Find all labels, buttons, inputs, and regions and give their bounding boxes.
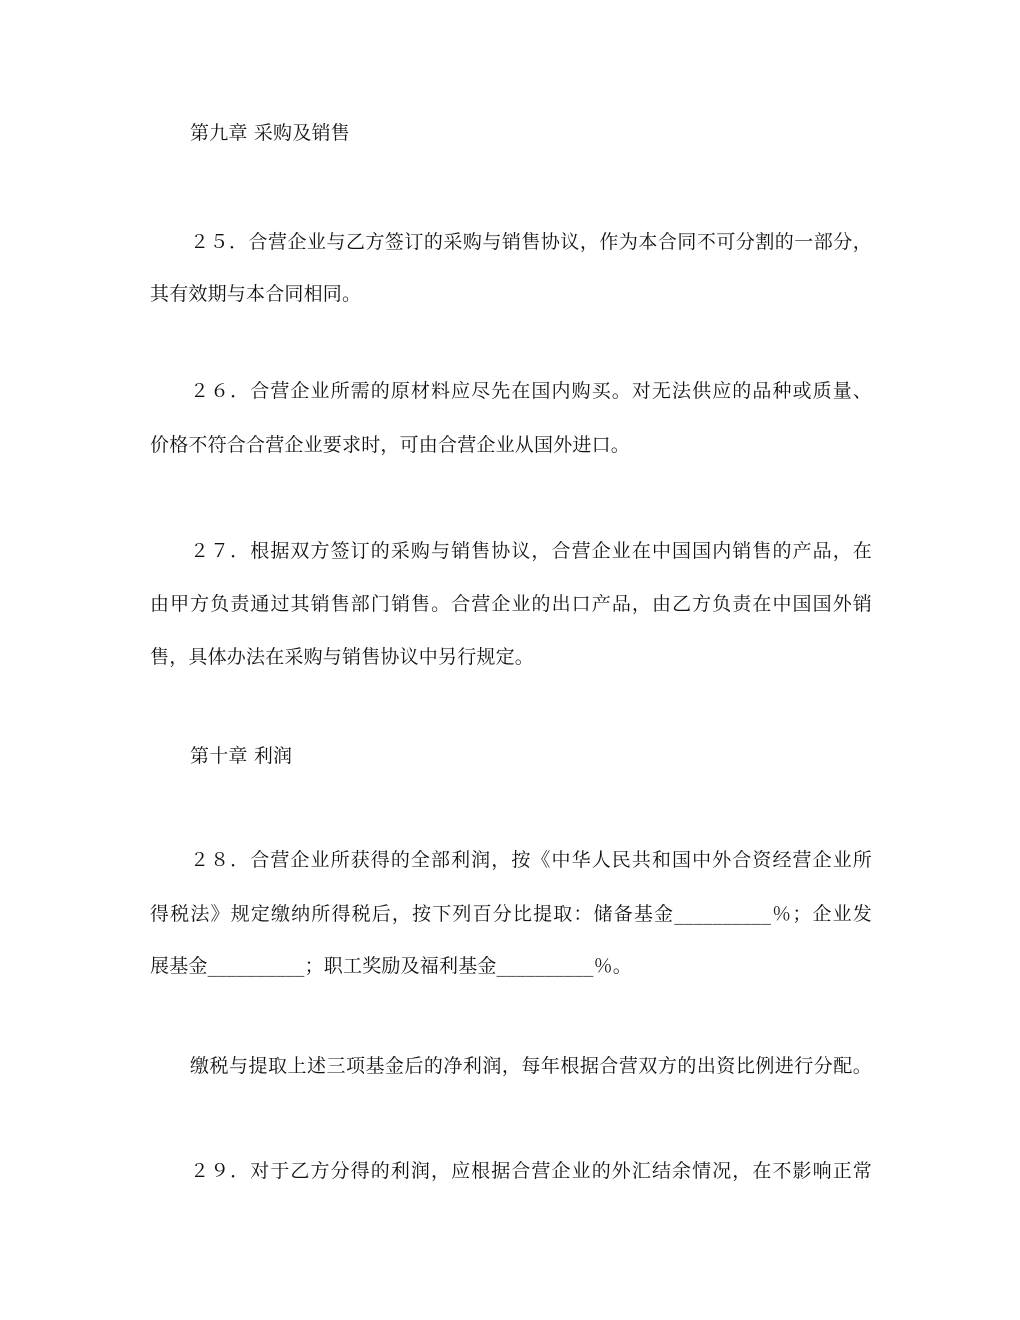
chapter-heading: 第九章 采购及销售 <box>190 122 350 144</box>
paragraph-line: ２５．合营企业与乙方签订的采购与销售协议，作为本合同不可分割的一部分， <box>190 231 872 253</box>
paragraph-line: 价格不符合合营企业要求时，可由合营企业从国外进口。 <box>150 434 631 456</box>
paragraph-line: ２８．合营企业所获得的全部利润，按《中华人民共和国中外合资经营企业所 <box>190 849 872 871</box>
paragraph-line: ２７．根据双方签订的采购与销售协议，合营企业在中国国内销售的产品，在 <box>190 540 872 562</box>
paragraph-line: 其有效期与本合同相同。 <box>150 283 362 305</box>
paragraph-line: 展基金__________；职工奖励及福利基金__________％。 <box>150 955 633 977</box>
paragraph-line: ２９．对于乙方分得的利润，应根据合营企业的外汇结余情况，在不影响正常 <box>190 1160 872 1182</box>
paragraph-line: 缴税与提取上述三项基金后的净利润，每年根据合营双方的出资比例进行分配。 <box>190 1055 872 1077</box>
paragraph-line: ２６．合营企业所需的原材料应尽先在国内购买。对无法供应的品种或质量、 <box>190 380 872 402</box>
paragraph-line: 得税法》规定缴纳所得税后，按下列百分比提取：储备基金__________％；企业发 <box>150 903 872 925</box>
paragraph-line: 售，具体办法在采购与销售协议中另行规定。 <box>150 646 535 668</box>
paragraph-line: 由甲方负责通过其销售部门销售。合营企业的出口产品，由乙方负责在中国国外销 <box>150 593 872 615</box>
chapter-heading: 第十章 利润 <box>190 745 293 767</box>
